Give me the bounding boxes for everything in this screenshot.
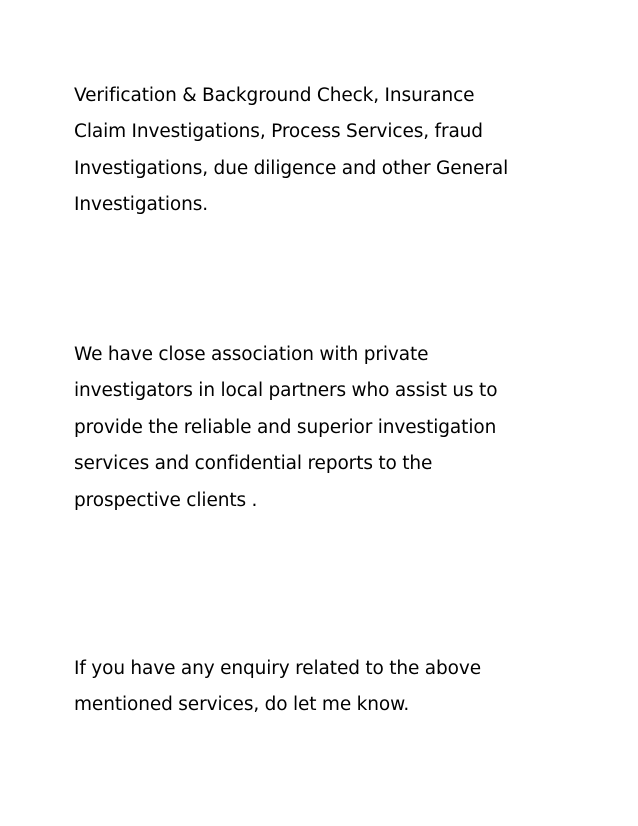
- text-line: If you have any enquiry related to the above: [74, 658, 481, 679]
- text-line: prospective clients .: [74, 489, 258, 511]
- text-line: Investigations.: [74, 194, 209, 216]
- paragraph-enquiry: [74, 651, 574, 724]
- text-line: investigators in local partners who assist us to: [74, 380, 498, 402]
- text-line: provide the reliable and superior investigation: [74, 416, 497, 438]
- text-line: Investigations, due diligence and other General: [74, 157, 509, 179]
- paragraph-services: [74, 78, 574, 224]
- text-line: services and confidential reports to the: [74, 453, 433, 475]
- text-line: We have close association with private: [74, 344, 429, 365]
- text-line: mentioned services, do let me know.: [74, 694, 410, 716]
- text-line: Verification & Background Check, Insurance: [74, 85, 475, 106]
- text-line: Claim Investigations, Process Services, fraud: [74, 121, 483, 143]
- paragraph-association: [74, 337, 574, 519]
